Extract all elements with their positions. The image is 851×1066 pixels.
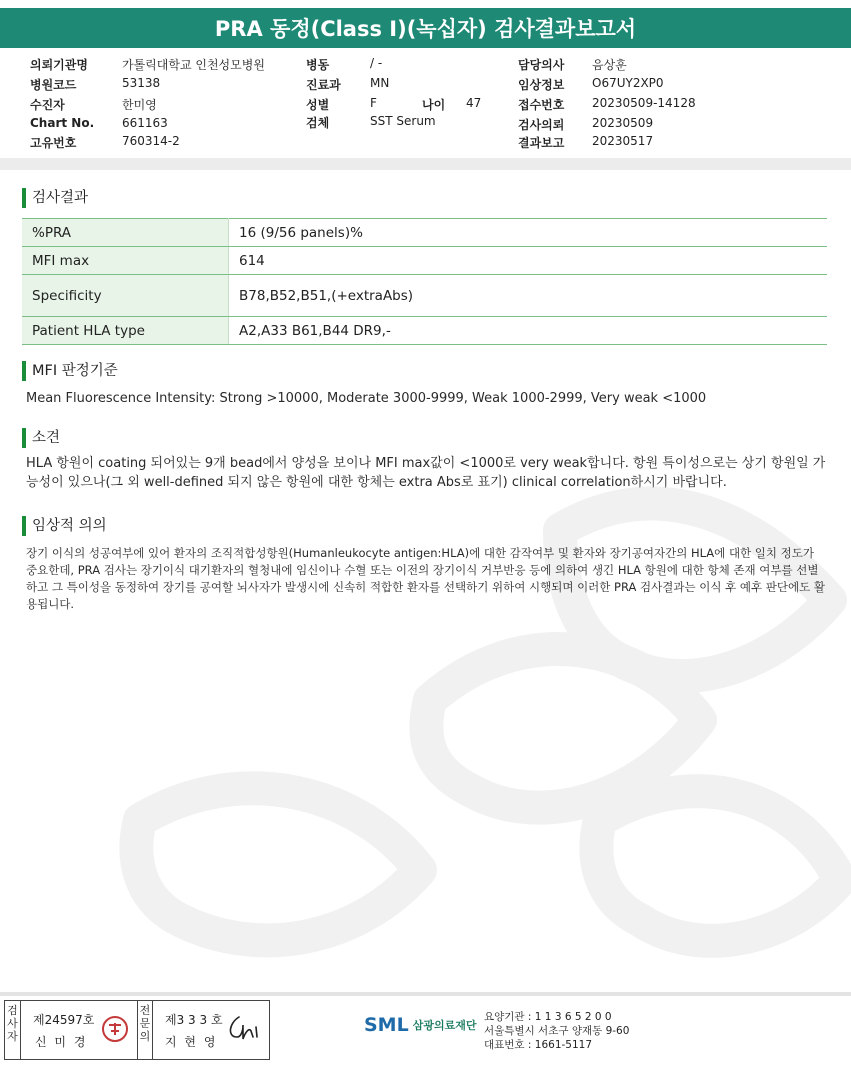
request-label: 검사의뢰 [518,118,565,132]
result-key: Patient HLA type [22,317,229,345]
ward-value: / - [370,56,383,70]
sex-value: F [370,96,377,110]
code-value: 53138 [122,76,161,90]
report-label: 결과보고 [518,136,565,150]
company-logo [364,1014,476,1036]
receipt-label: 접수번호 [518,98,565,112]
result-value: 16 (9/56 panels)% [229,219,828,247]
table-row [22,247,827,275]
section-results-title: 검사결과 [22,188,88,208]
doctor-label: 담당의사 [518,58,565,72]
specialist-signature-icon [225,1013,263,1043]
sex-label: 성별 [306,98,330,112]
logo-mark: SML [364,1014,409,1036]
table-row [22,275,827,317]
result-value: B78,B52,B51,(+extraAbs) [229,275,828,317]
phone: 대표번호 : 1661-5117 [484,1039,593,1051]
logo-name: 삼광의료재단 [412,1019,477,1032]
report-value: 20230517 [592,134,654,148]
tester-seal-icon [101,1015,129,1043]
results-table [22,218,827,345]
clinical-label: 임상정보 [518,78,565,92]
age-label: 나이 [422,98,446,112]
dept-value: MN [370,76,390,90]
tester-number: 제24597호 [33,1013,95,1027]
uid-label: 고유번호 [30,136,77,150]
tester-vertical-label: 검사자 [5,1001,21,1059]
hospital-label: 의뢰기관명 [30,58,88,72]
result-value: 614 [229,247,828,275]
section-significance-title: 임상적 의의 [22,516,107,536]
signature-box [4,1000,270,1060]
contact-info [484,1010,629,1052]
mfi-text: Mean Fluorescence Intensity: Strong >10000, Moderate 3000-9999, Weak 1000-2999, Very weak <1000 [26,391,707,406]
table-row [22,317,827,345]
chart-value: 661163 [122,116,168,130]
hospital-value: 가톨릭대학교 인천성모병원 [122,58,265,72]
chart-label: Chart No. [30,116,95,130]
request-value: 20230509 [592,116,654,130]
patient-value: 한미영 [122,98,157,112]
specimen-value: SST Serum [370,114,436,128]
receipt-value: 20230509-14128 [592,96,696,110]
care-number: 요양기관 : 1 1 3 6 5 2 0 0 [484,1011,612,1023]
specialist-number: 제3 3 3 호 [165,1013,223,1027]
patient-info [0,54,851,154]
result-value: A2,A33 B61,B44 DR9,- [229,317,828,345]
section-opinion-title: 소견 [22,428,60,448]
code-label: 병원코드 [30,78,77,92]
footer-divider [0,992,851,996]
doctor-value: 음상훈 [592,58,627,72]
specialist-vertical-label: 전문의 [137,1001,153,1059]
tester-name: 신 미 경 [35,1035,88,1049]
clinical-value: O67UY2XP0 [592,76,664,90]
table-row [22,219,827,247]
opinion-text: HLA 항원이 coating 되어있는 9개 bead에서 양성을 보이나 MFI max값이 <1000로 very weak합니다. 항원 특이성으로는 상기 항원일 가능성이 있으나(그 외 well-defined 되지 않은 항원에 대한 항체는 extra Abs로 표기) clinical correlation하시기 바랍니다. [26,456,826,490]
separator-band [0,158,851,170]
ward-label: 병동 [306,58,330,72]
result-key: MFI max [22,247,229,275]
result-key: %PRA [22,219,229,247]
report-title: PRA 동정(Class I)(녹십자) 검사결과보고서 [0,8,851,48]
specialist-name: 지 현 영 [165,1035,218,1049]
uid-value: 760314-2 [122,134,180,148]
result-key: Specificity [22,275,229,317]
significance-text: 장기 이식의 성공여부에 있어 환자의 조직적합성항원(Humanleukocyte antigen:HLA)에 대한 감작여부 및 환자와 장기공여자간의 HLA에 대한 일치 정도가 중요한데, PRA 검사는 장기이식 대기환자의 혈청내에 임신이나 수혈 또는 이전의 장기이식 거부반응 등에 의하여 생긴 HLA 항원에 대한 항체 존재 여부를 선별하고 그 특이성을 동정하여 장기를 공여할 뇌사자가 발생시에 신속히 적합한 환자를 선택하기 위하여 시행되며 이러한 PRA 검사결과는 이식 후 예후 판단에도 활용됩니다. [26,546,825,611]
dept-label: 진료과 [306,78,341,92]
address: 서울특별시 서초구 양재동 9-60 [484,1025,630,1037]
patient-label: 수진자 [30,98,65,112]
specimen-label: 검체 [306,116,330,130]
age-value: 47 [466,96,482,110]
section-mfi-title: MFI 판정기준 [22,361,118,381]
